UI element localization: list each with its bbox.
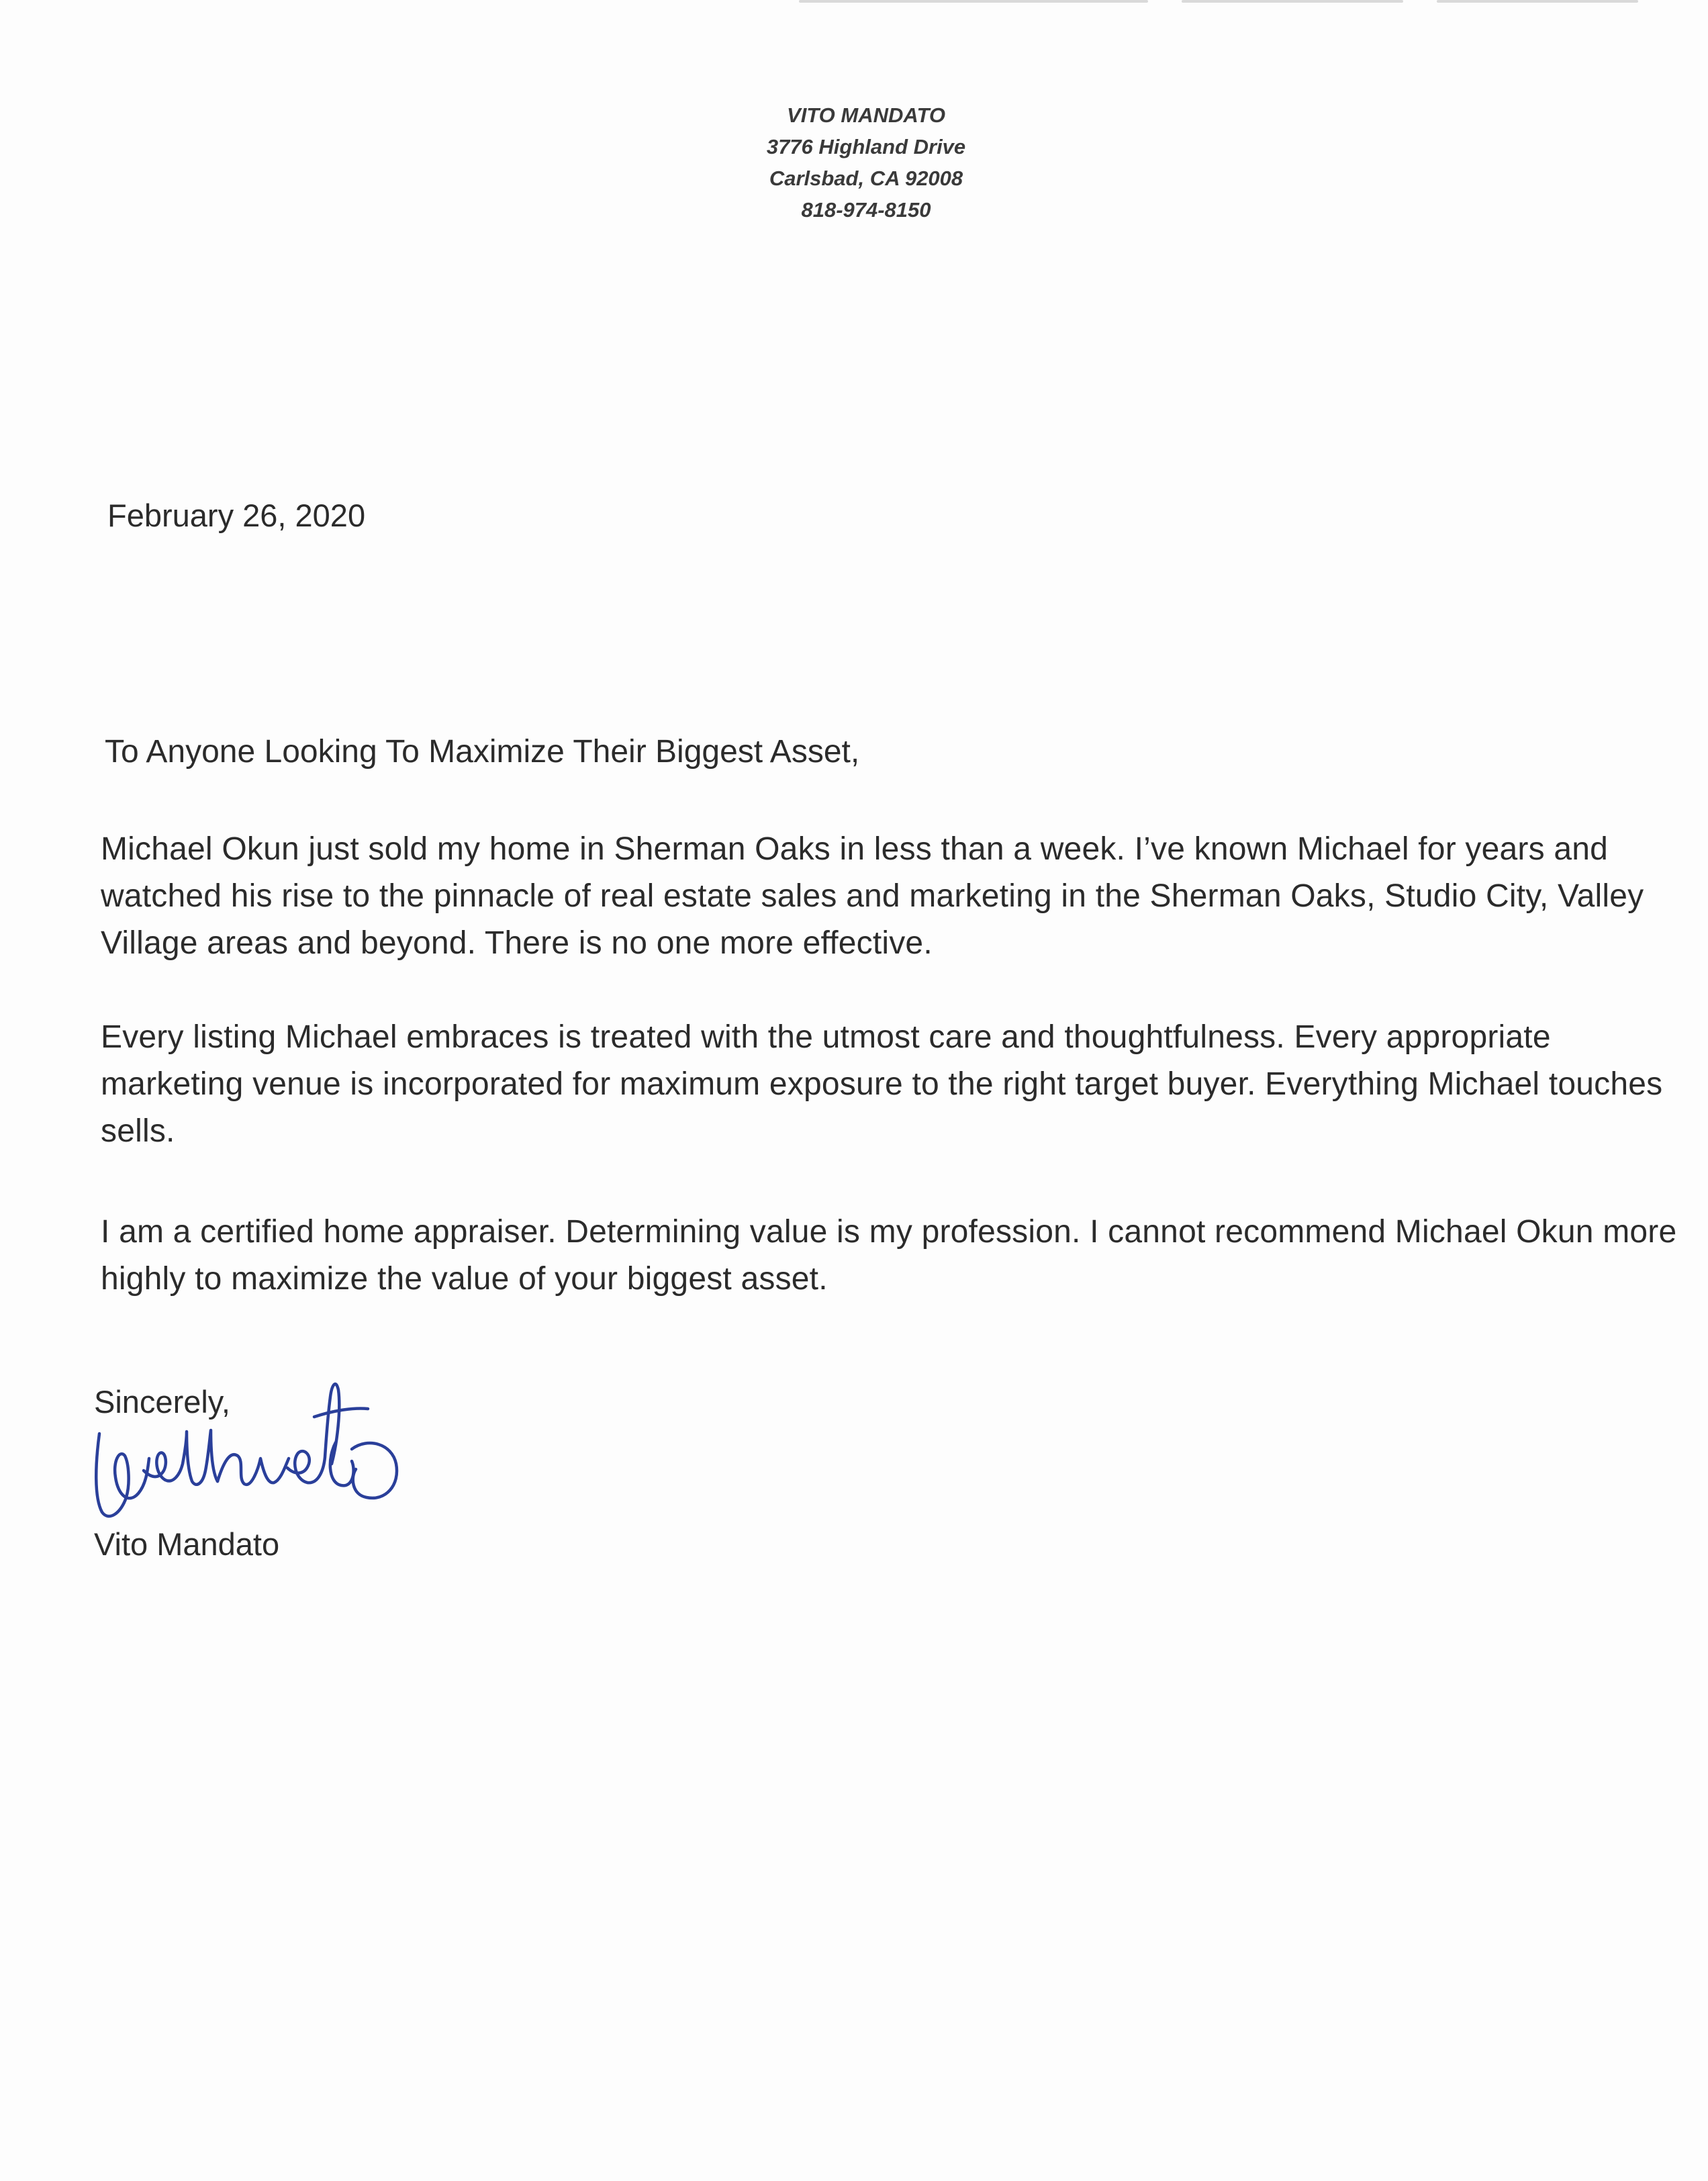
- paragraph-line: I am a certified home appraiser. Determining value is my profession. I cannot recommend Michael Okun more: [101, 1214, 1677, 1250]
- handwritten-signature: [86, 1370, 401, 1531]
- body-paragraph: [101, 1209, 1677, 1303]
- sender-name: VITO MANDATO: [787, 103, 945, 127]
- scan-artifact: [1182, 0, 1403, 3]
- paragraph-line: Village areas and beyond. There is no one more effective.: [101, 925, 933, 961]
- scan-artifact: [799, 0, 1148, 3]
- paragraph-line: Every listing Michael embraces is treated with the utmost care and thoughtfulness. Every appropriate: [101, 1019, 1551, 1055]
- paragraph-line: watched his rise to the pinnacle of real estate sales and marketing in the Sherman Oaks, Studio City, Valley: [101, 878, 1644, 914]
- salutation: To Anyone Looking To Maximize Their Biggest Asset,: [105, 734, 860, 770]
- paragraph-line: highly to maximize the value of your biggest asset.: [101, 1261, 828, 1297]
- paragraph-line: Michael Okun just sold my home in Sherman Oaks in less than a week. I’ve known Michael for years and: [101, 831, 1609, 867]
- signer-name: Vito Mandato: [94, 1526, 280, 1562]
- letterhead: [725, 99, 1007, 226]
- body-paragraph: [101, 1014, 1663, 1155]
- paragraph-line: marketing venue is incorporated for maximum exposure to the right target buyer. Everything Michael touches: [101, 1066, 1663, 1102]
- paragraph-line: sells.: [101, 1113, 175, 1149]
- body-paragraph: [101, 826, 1644, 967]
- sender-city: Carlsbad, CA 92008: [769, 167, 963, 190]
- letter-date: February 26, 2020: [107, 498, 366, 533]
- closing: Sincerely,: [94, 1384, 230, 1420]
- scan-artifact: [1437, 0, 1638, 3]
- sender-phone: 818-974-8150: [801, 198, 931, 222]
- sender-address: 3776 Highland Drive: [766, 135, 966, 158]
